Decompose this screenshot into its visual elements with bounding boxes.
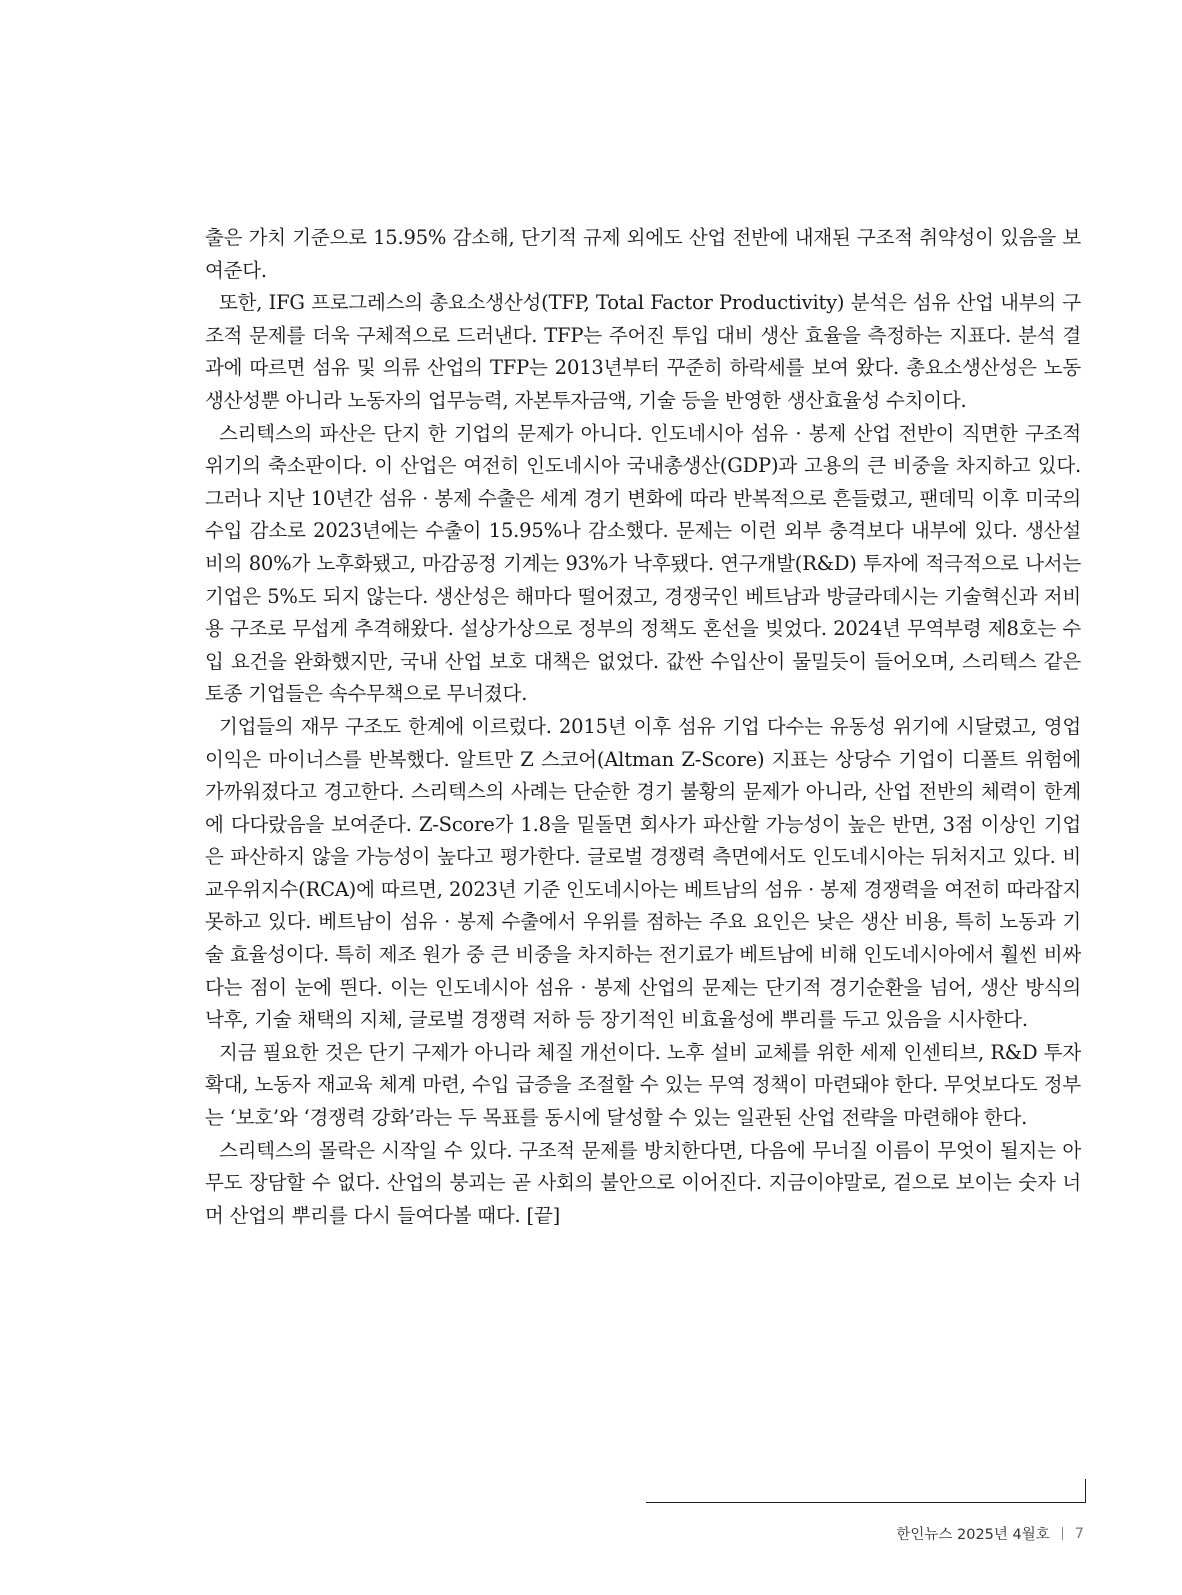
publication-name: 한인뉴스 2025년 4월호 xyxy=(896,1527,1050,1543)
article-paragraph-6: 스리텍스의 몰락은 시작일 수 있다. 구조적 문제를 방치한다면, 다음에 무너질 이름이 무엇이 될지는 아무도 장담할 수 없다. 산업의 붕괴는 곧 사회의 불안으로 이어진다. 지금이야말로, 겉으로 보이는 숫자 너머 산업의 뿌리를 다시 들여다볼 때다. [끝] xyxy=(205,1138,1081,1227)
article-paragraph-2: 또한, IFG 프로그레스의 총요소생산성(TFP, Total Factor Productivity) 분석은 섬유 산업 내부의 구조적 문제를 더욱 구체적으로 드러낸다. TFP는 주어진 투입 대비 생산 효율을 측정하는 지표다. 분석 결과에 따르면 섬유 및 의류 산업의 TFP는 2013년부터 꾸준히 하락세를 보여 왔다. 총요소생산성은 노동 생산성뿐 아니라 노동자의 업무능력, 자본투자금액, 기술 등을 반영한 생산효율성 수치이다. xyxy=(205,291,1081,412)
article-paragraph-3: 스리텍스의 파산은 단지 한 기업의 문제가 아니다. 인도네시아 섬유 · 봉제 산업 전반이 직면한 구조적 위기의 축소판이다. 이 산업은 여전히 인도네시아 국내총생산(GDP)과 고용의 큰 비중을 차지하고 있다. 그러나 지난 10년간 섬유 · 봉제 수출은 세계 경기 변화에 따라 반복적으로 흔들렸고, 팬데믹 이후 미국의 수입 감소로 2023년에는 수출이 15.95%나 감소했다. 문제는 이런 외부 충격보다 내부에 있다. 생산설비의 80%가 노후화됐고, 마감공정 기계는 93%가 낙후됐다. 연구개발(R&D) 투자에 적극적으로 나서는 기업은 5%도 되지 않는다. 생산성은 해마다 떨어졌고, 경쟁국인 베트남과 방글라데시는 기술혁신과 저비용 구조로 무섭게 추격해왔다. 설상가상으로 정부의 정책도 혼선을 빚었다. 2024년 무역부령 제8호는 수입 요건을 완화했지만, 국내 산업 보호 대책은 없었다. 값싼 수입산이 물밀듯이 들어오며, 스리텍스 같은 토종 기업들은 속수무책으로 무너졌다. xyxy=(205,421,1081,706)
page-footer xyxy=(896,1523,1084,1544)
article-paragraph-4: 기업들의 재무 구조도 한계에 이르렀다. 2015년 이후 섬유 기업 다수는 유동성 위기에 시달렸고, 영업이익은 마이너스를 반복했다. 알트만 Z 스코어(Altman Z-Score) 지표는 상당수 기업이 디폴트 위험에 가까워졌다고 경고한다. 스리텍스의 사례는 단순한 경기 불황의 문제가 아니라, 산업 전반의 체력이 한계에 다다랐음을 보여준다. Z-Score가 1.8을 밑돌면 회사가 파산할 가능성이 높은 반면, 3점 이상인 기업은 파산하지 않을 가능성이 높다고 평가한다. 글로벌 경쟁력 측면에서도 인도네시아는 뒤처지고 있다. 비교우위지수(RCA)에 따르면, 2023년 기준 인도네시아는 베트남의 섬유 · 봉제 경쟁력을 여전히 따라잡지 못하고 있다. 베트남이 섬유 · 봉제 수출에서 우위를 점하는 주요 요인은 낮은 생산 비용, 특히 노동과 기술 효율성이다. 특히 제조 원가 중 큰 비중을 차지하는 전기료가 베트남에 비해 인도네시아에서 훨씬 비싸다는 점이 눈에 띈다. 이는 인도네시아 섬유 · 봉제 산업의 문제는 단기적 경기순환을 넘어, 생산 방식의 낙후, 기술 채택의 지체, 글로벌 경쟁력 저하 등 장기적인 비효율성에 뿌리를 두고 있음을 시사한다. xyxy=(205,714,1081,1032)
article-end-rule xyxy=(646,1479,1086,1503)
footer-divider xyxy=(1062,1527,1063,1540)
page-number: 7 xyxy=(1074,1525,1084,1542)
article-body xyxy=(205,222,1081,1232)
article-paragraph-5: 지금 필요한 것은 단기 구제가 아니라 체질 개선이다. 노후 설비 교체를 위한 세제 인센티브, R&D 투자 확대, 노동자 재교육 체계 마련, 수입 급증을 조절할 수 있는 무역 정책이 마련돼야 한다. 무엇보다도 정부는 ‘보호’와 ‘경쟁력 강화’라는 두 목표를 동시에 달성할 수 있는 일관된 산업 전략을 마련해야 한다. xyxy=(205,1040,1081,1130)
article-paragraph-1: 출은 가치 기준으로 15.95% 감소해, 단기적 규제 외에도 산업 전반에 내재된 구조적 취약성이 있음을 보여준다. xyxy=(205,226,1081,282)
